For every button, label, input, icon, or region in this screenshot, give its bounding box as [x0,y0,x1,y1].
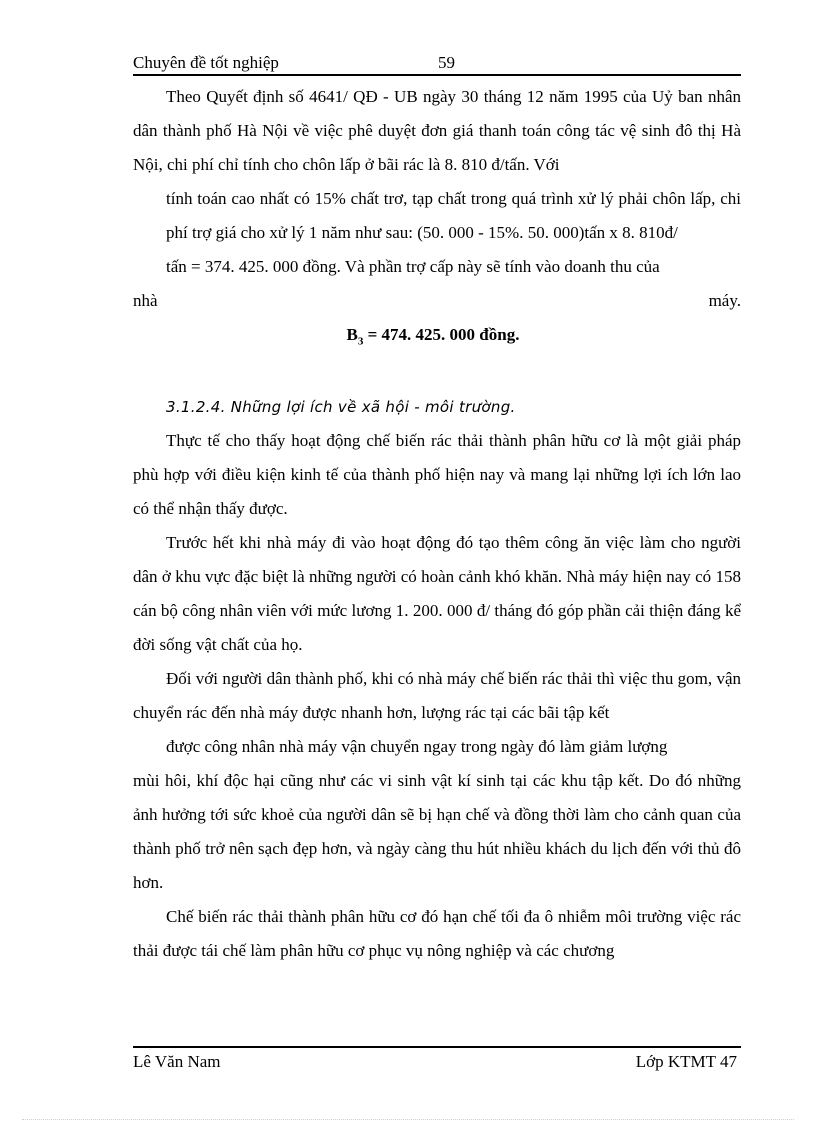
page-header [133,52,741,74]
header-title: Chuyên đề tốt nghiệp [133,53,279,72]
page-body [133,80,741,968]
word-nha: nhà [133,291,158,310]
paragraph-benefits: Thực tế cho thấy hoạt động chế biến rác thải thành phân hữu cơ là một giải pháp phù hợp với điều kiện kinh tế của thành phố hiện nay và mang lại những lợi ích lớn lao có thể nhận thấy được. [133,431,741,518]
paragraph-residents: Đối với người dân thành phố, khi có nhà máy chế biến rác thải thì việc thu gom, vận chuyển rác đến nhà máy được nhanh hơn, lượng rác tại các bãi tập kết [133,669,741,722]
footer-author: Lê Văn Nam [133,1052,221,1071]
footer-class: Lớp KTMT 47 [635,1052,737,1071]
formula-variable: B [346,325,358,344]
section-heading: 3.1.2.4. Những lợi ích về xã hội - môi trường. [166,398,516,416]
page-number: 59 [438,53,455,72]
paragraph-calculation: tính toán cao nhất có 15% chất trơ, tạp chất trong quá trình xử lý phải chôn lấp, chi phí trợ giá cho xử lý 1 năm như sau: (50. 000 - 15%. 50. 000)tấn x 8. 810đ/ [166,189,741,242]
formula-value: = 474. 425. 000 đồng. [363,325,520,344]
header-rule [133,74,741,76]
paragraph-processing: Chế biến rác thải thành phân hữu cơ đó hạn chế tối đa ô nhiễm môi trường việc rác thải được tái chế làm phân hữu cơ phục vụ nông nghiệp và các chương [133,907,741,960]
word-may: máy. [708,291,741,310]
paragraph-decision: Theo Quyết định số 4641/ QĐ - UB ngày 30 tháng 12 năm 1995 của Uỷ ban nhân dân thành phố Hà Nội về việc phê duyệt đơn giá thanh toán công tác vệ sinh đô thị Hà Nội, chi phí chỉ tính cho chôn lấp ở bãi rác là 8. 810 đ/tấn. Với [133,87,741,174]
paragraph-subsidy: tấn = 374. 425. 000 đồng. Và phần trợ cấp này sẽ tính vào doanh thu của [166,257,660,276]
formula-b3 [133,318,741,352]
paragraph-workers: mùi hôi, khí độc hại cũng như các vi sinh vật kí sinh tại các khu tập kết. Do đó những ảnh hưởng tới sức khoẻ của người dân sẽ bị hạn chế và đồng thời làm cho cảnh quan của thành phố trở nên sạch đẹp hơn, và ngày càng thu hút nhiều khách du lịch đến với thủ đô hơn. [133,771,741,892]
spacer [133,352,741,390]
page-bottom-dotted-line [22,1119,794,1120]
paragraph-subsidy-end [133,284,741,318]
formula-subscript: 3 [357,335,364,348]
paragraph-employment: Trước hết khi nhà máy đi vào hoạt động đó tạo thêm công ăn việc làm cho người dân ở khu vực đặc biệt là những người có hoàn cảnh khó khăn. Nhà máy hiện nay có 158 cán bộ công nhân viên với mức lương 1. 200. 000 đ/ tháng đó góp phần cải thiện đáng kể đời sống vật chất của họ. [133,533,741,654]
paragraph-workers-first: được công nhân nhà máy vận chuyển ngay trong ngày đó làm giảm lượng [166,737,668,756]
footer-rule [133,1046,741,1048]
page-footer [133,1050,741,1074]
